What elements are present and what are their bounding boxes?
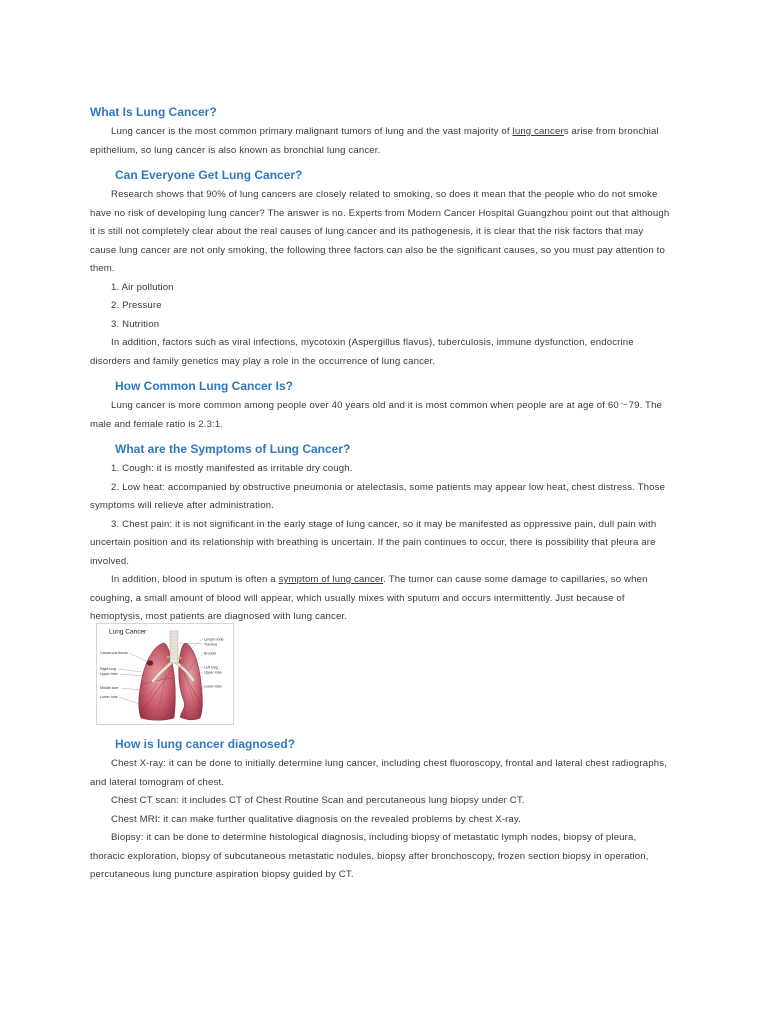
label-right-lung: Right lung xyxy=(100,667,117,671)
section-heading: Can Everyone Get Lung Cancer? xyxy=(115,168,303,182)
article-page xyxy=(90,103,690,885)
diagnosis-item-biopsy-cont: percutaneous lung puncture aspiration biopsy guided by CT. xyxy=(90,869,354,880)
label-trachea: Trachea xyxy=(204,642,218,647)
factor-list-item: 3. Nutrition xyxy=(111,318,160,330)
diagnosis-item-ct: Chest CT scan: it includes CT of Chest Routine Scan and percutaneous lung biopsy under CT. xyxy=(111,795,525,806)
symptom-item-chest-pain-cont: involved. xyxy=(90,555,130,567)
label-left-upper-lobe: Upper lobe xyxy=(204,670,222,675)
paragraph-line: hemoptysis, most patients are diagnosed with lung cancer. xyxy=(90,611,348,622)
paragraph-line: them. xyxy=(90,263,115,274)
paragraph-line xyxy=(90,571,690,590)
diagnosis-item-mri: Chest MRI: it can make further qualitative diagnosis on the revealed problems by chest X-ray. xyxy=(111,813,521,825)
text-segment: . The tumor can cause some damage to capillaries, so when xyxy=(383,574,648,585)
text-segment: s arise from bronchial xyxy=(563,126,659,137)
section-what-is-lung-cancer xyxy=(90,103,690,160)
lung-cancer-link[interactable]: lung cancer xyxy=(512,126,564,137)
diagnosis-item-xray: Chest X-ray: it can be done to initially determine lung cancer, including chest fluoroscopy, frontal and lateral chest radiographs, xyxy=(111,758,667,769)
symptom-item-low-heat: 2. Low heat: accompanied by obstructive pneumonia or atelectasis, some patients may appear low heat, chest distress. Those xyxy=(111,481,666,493)
lung-cancer-figure xyxy=(96,623,234,725)
section-heading: What Is Lung Cancer? xyxy=(90,105,217,119)
factor-list-item: 1. Air pollution xyxy=(111,281,174,293)
paragraph-line xyxy=(90,123,690,142)
factor-list-item: 2. Pressure xyxy=(111,300,162,311)
label-middle-lobe: Middle lobe xyxy=(100,686,119,690)
section-diagnosis xyxy=(90,735,690,885)
paragraph-line: disorders and family genetics may play a role in the occurrence of lung cancer. xyxy=(90,355,436,367)
paragraph-line: cause lung cancer are not only smoking, the following three factors can also be the significant causes, so you must pay attention to xyxy=(90,244,665,256)
paragraph-line: it is still not completely clear about the real causes of lung cancer and its pathogenesis, it is clear that the risk factors that may xyxy=(90,226,644,237)
label-left-lower-lobe: Lower lobe xyxy=(204,684,222,689)
section-symptoms xyxy=(90,440,690,627)
label-bronchi: Bronchi xyxy=(204,651,217,656)
section-heading: How Common Lung Cancer Is? xyxy=(115,379,294,393)
symptom-item-chest-pain: 3. Chest pain: it is not significant in the early stage of lung cancer, so it may be manifested as oppressive pain, dull pain with xyxy=(111,518,657,530)
section-heading: What are the Symptoms of Lung Cancer? xyxy=(115,442,351,456)
symptom-item-cough: 1. Cough: it is mostly manifested as irritable dry cough. xyxy=(111,463,353,474)
paragraph-line: In addition, factors such as viral infections, mycotoxin (Aspergillus flavus), tuberculosis, immune dysfunction, endocrine xyxy=(111,337,634,348)
paragraph-line: Research shows that 90% of lung cancers are closely related to smoking, so does it mean that the people who do not smoke xyxy=(111,189,658,200)
label-cancerous-tissue: Cancerous tissue xyxy=(100,651,128,655)
paragraph-line: coughing, a small amount of blood will appear, which usually mixes with sputum and occurs intermittently. Just because of xyxy=(90,592,625,604)
label-lymph-node: Lymph node xyxy=(204,637,224,642)
tumor-shape xyxy=(147,660,153,665)
paragraph-line: male and female ratio is 2.3:1. xyxy=(90,418,224,430)
lung-diagram xyxy=(97,624,233,724)
label-right-upper-lobe: Upper lobe xyxy=(100,672,118,676)
paragraph-line: have no risk of developing lung cancer? The answer is no. Experts from Modern Cancer Hospital Guangzhou point out that although xyxy=(90,207,670,219)
figure-title: Lung Cancer xyxy=(109,628,147,636)
symptom-item-chest-pain-cont: uncertain position and its relationship with breathing is uncertain. If the pain continues to occur, there is possibility that pleura are xyxy=(90,537,656,548)
text-segment: In addition, blood in sputum is often a xyxy=(111,574,279,585)
paragraph-line: epithelium, so lung cancer is also known as bronchial lung cancer. xyxy=(90,144,381,156)
paragraph-line: Lung cancer is more common among people over 40 years old and it is most common when people are at age of 60～79. The xyxy=(111,400,663,411)
symptom-item-low-heat-cont: symptoms will relieve after administration. xyxy=(90,500,274,511)
diagnosis-item-biopsy: Biopsy: it can be done to determine histological diagnosis, including biopsy of metastatic lymph nodes, biopsy of pleura, xyxy=(111,832,637,843)
label-right-lower-lobe: Lower lobe xyxy=(100,695,118,699)
symptom-of-lung-cancer-link[interactable]: symptom of lung cancer xyxy=(278,574,384,585)
text-segment: Lung cancer is the most common primary malignant tumors of lung and the vast majority of xyxy=(111,126,513,137)
label-left-lung: Left lung xyxy=(204,665,218,670)
section-can-everyone-get-lung-cancer xyxy=(90,166,690,371)
section-how-common xyxy=(90,377,690,434)
section-heading: How is lung cancer diagnosed? xyxy=(115,737,296,751)
diagnosis-item-xray-cont: and lateral tomogram of chest. xyxy=(90,776,225,788)
diagnosis-item-biopsy-cont: thoracic exploration, biopsy of subcutaneous metastatic nodules, biopsy after bronchoscopy, frozen section biopsy in operation, xyxy=(90,850,649,862)
